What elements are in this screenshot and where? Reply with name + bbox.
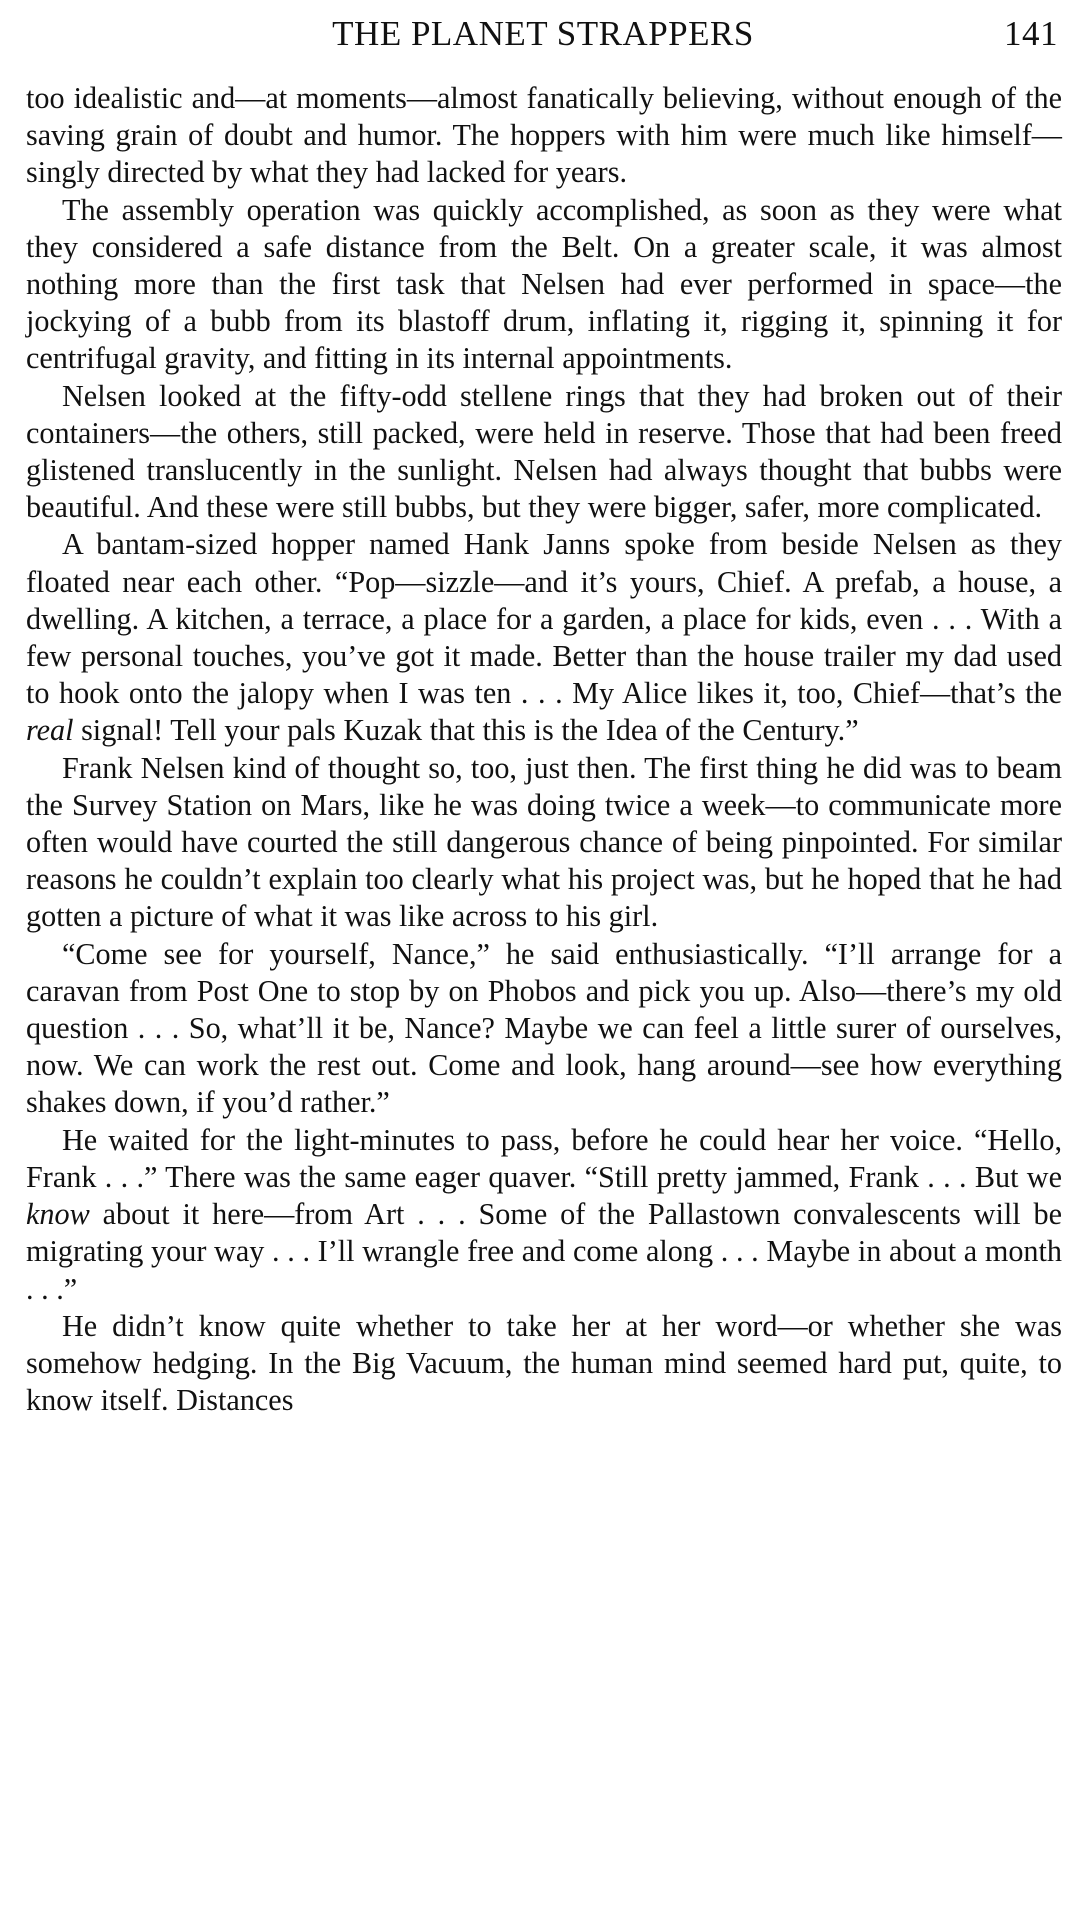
paragraph-text: “Come see for yourself, Nance,” he said enthusiastically. “I’ll arrange for a caravan from Post One to stop by on Phobos and pick you up. Also—there’s my old question . . . So, what’ll it be, Nance? Maybe we can feel a little surer of ourselves, now. We can work the rest out. Come and look, hang around—see how everything shakes down, if you’d rather.” [26,936,1062,1120]
emphasized-text: know [26,1197,90,1232]
paragraph [26,378,1062,527]
running-head [0,14,1086,62]
paragraph-text: too idealistic and—at moments—almost fanatically believing, without enough of the saving grain of doubt and humor. The hoppers with him were much like himself—singly directed by what they had lacked for years. [26,81,1062,190]
paragraph [26,1308,1062,1420]
emphasized-text: real [26,713,74,748]
paragraph [26,1122,1062,1308]
paragraph-text: about it here—from Art . . . Some of the Pallastown convalescents will be migrating your way . . . I’ll wrangle free and come along . . . Maybe in about a month . . .” [26,1197,1062,1306]
paragraph-text: He didn’t know quite whether to take her at her word—or whether she was somehow hedging. In the Big Vacuum, the human mind seemed hard put, quite, to know itself. Distances [26,1308,1062,1418]
paragraph [26,526,1062,749]
paragraph [26,936,1062,1122]
paragraph [26,192,1062,378]
running-head-title: THE PLANET STRAPPERS [332,14,754,53]
paragraph-text: Nelsen looked at the fifty-odd stellene rings that they had broken out of their containers—the others, still packed, were held in reserve. Those that had been freed glistened translucently in the sunlight. Nelsen had always thought that bubbs were beautiful. And these were still bubbs, but they were bigger, safer, more complicated. [26,378,1062,525]
paragraph-text: He waited for the light-minutes to pass, before he could hear her voice. “Hello, Frank . . .” There was the same eager quaver. “Still pretty jammed, Frank . . . But we [26,1122,1062,1194]
paragraph-text: The assembly operation was quickly accomplished, as soon as they were what they considered a safe distance from the Belt. On a greater scale, it was almost nothing more than the first task that Nelsen had ever performed in space—the jockying of a bubb from its blastoff drum, inflating it, rigging it, spinning it for centrifugal gravity, and fitting in its internal appointments. [26,192,1062,376]
paragraph-text: signal! Tell your pals Kuzak that this is the Idea of the Century.” [73,713,859,748]
paragraph [26,80,1062,192]
page-number: 141 [1004,14,1058,53]
paragraph-text: Frank Nelsen kind of thought so, too, just then. The first thing he did was to beam the Survey Station on Mars, like he was doing twice a week—to communicate more often would have courted the still dangerous chance of being pinpointed. For similar reasons he couldn’t explain too clearly what his project was, but he hoped that he had gotten a picture of what it was like across to his girl. [26,750,1062,934]
paragraph-text: A bantam-sized hopper named Hank Janns spoke from beside Nelsen as they floated near each other. “Pop—sizzle—and it’s yours, Chief. A prefab, a house, a dwelling. A kitchen, a terrace, a place for a garden, a place for kids, even . . . With a few personal touches, you’ve got it made. Better than the house trailer my dad used to hook onto the jalopy when I was ten . . . My Alice likes it, too, Chief—that’s the [26,527,1062,711]
body-text [26,80,1062,1419]
paragraph [26,750,1062,936]
